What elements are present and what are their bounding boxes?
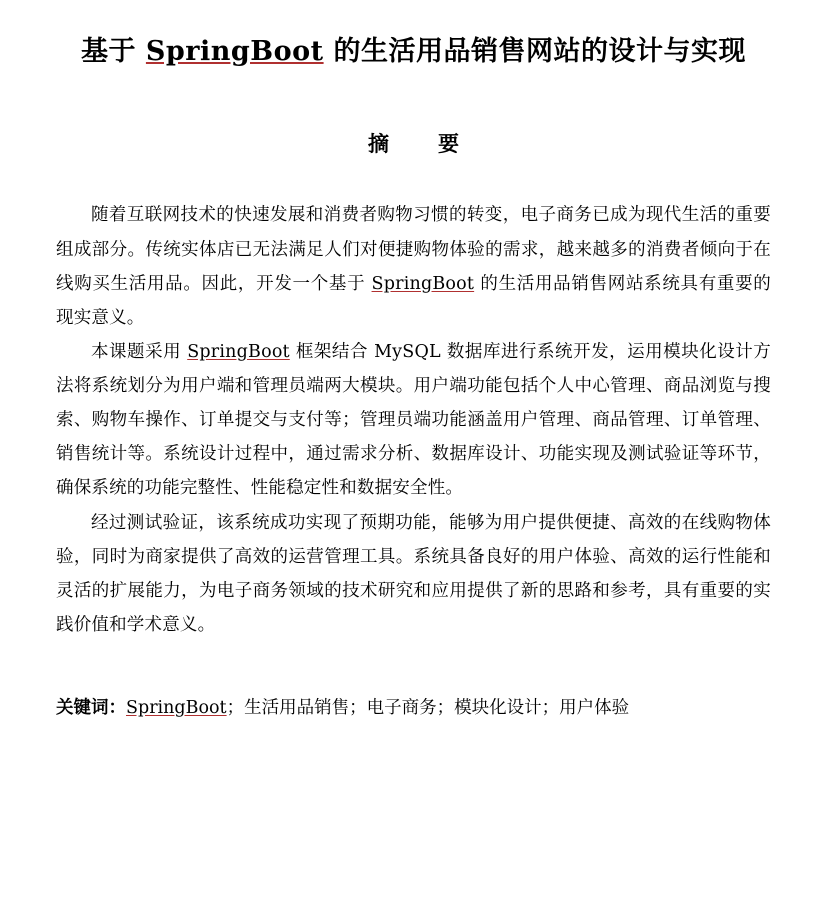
abstract-paragraph-2 (56, 335, 771, 506)
abstract-paragraph-3 (56, 506, 771, 643)
abstract-body (56, 198, 771, 642)
paragraph-text: 经过测试验证，该系统成功实现了预期功能，能够为用户提供便捷、高效的在线购物体验，同时为商家提供了高效的运营管理工具。系统具备良好的用户体验、高效的运行性能和灵活的扩展能力，为电子商务领域的技术研究和应用提供了新的思路和参考，具有重要的实践价值和学术意义。 (56, 512, 771, 635)
section-heading-abstract: 摘 要 (368, 131, 473, 157)
paragraph-text: 框架结合 (289, 341, 375, 362)
paragraph-text: 的生活用品销售网站系统具有重要的现实意义。 (56, 273, 771, 328)
title-suffix: 的生活用品销售网站的设计与实现 (323, 36, 746, 67)
title-latin-term: SpringBoot (145, 36, 324, 67)
keywords-line (56, 692, 771, 725)
title-prefix: 基于 (81, 36, 146, 67)
paragraph-text: 本课题采用 (91, 341, 188, 362)
spellchecked-term: SpringBoot (371, 273, 475, 294)
spellchecked-term: SpringBoot (126, 698, 227, 719)
paragraph-text: 随着互联网技术的快速发展和消费者购物习惯的转变，电子商务已成为现代生活的重要组成部分。传统实体店已无法满足人们对便捷购物体验的需求，越来越多的消费者倾向于在线购买生活用品。因此，开发一个基于 (56, 205, 771, 294)
paragraph-text: 数据库进行系统开发，运用模块化设计方法将系统划分为用户端和管理员端两大模块。用户端功能包括个人中心管理、商品浏览与搜索、购物车操作、订单提交与支付等；管理员端功能涵盖用户管理、商品管理、订单管理、销售统计等。系统设计过程中，通过需求分析、数据库设计、功能实现及测试验证等环节，确保系统的功能完整性、性能稳定性和数据安全性。 (56, 341, 771, 499)
spellchecked-term: SpringBoot (187, 341, 290, 362)
keywords-value (126, 698, 629, 718)
keywords-rest: ；生活用品销售；电子商务；模块化设计；用户体验 (226, 698, 630, 719)
page-title (56, 34, 771, 70)
paragraph-text: MySQL (374, 341, 441, 362)
abstract-paragraph-1 (56, 198, 771, 335)
keywords-label: 关键词： (56, 698, 126, 719)
